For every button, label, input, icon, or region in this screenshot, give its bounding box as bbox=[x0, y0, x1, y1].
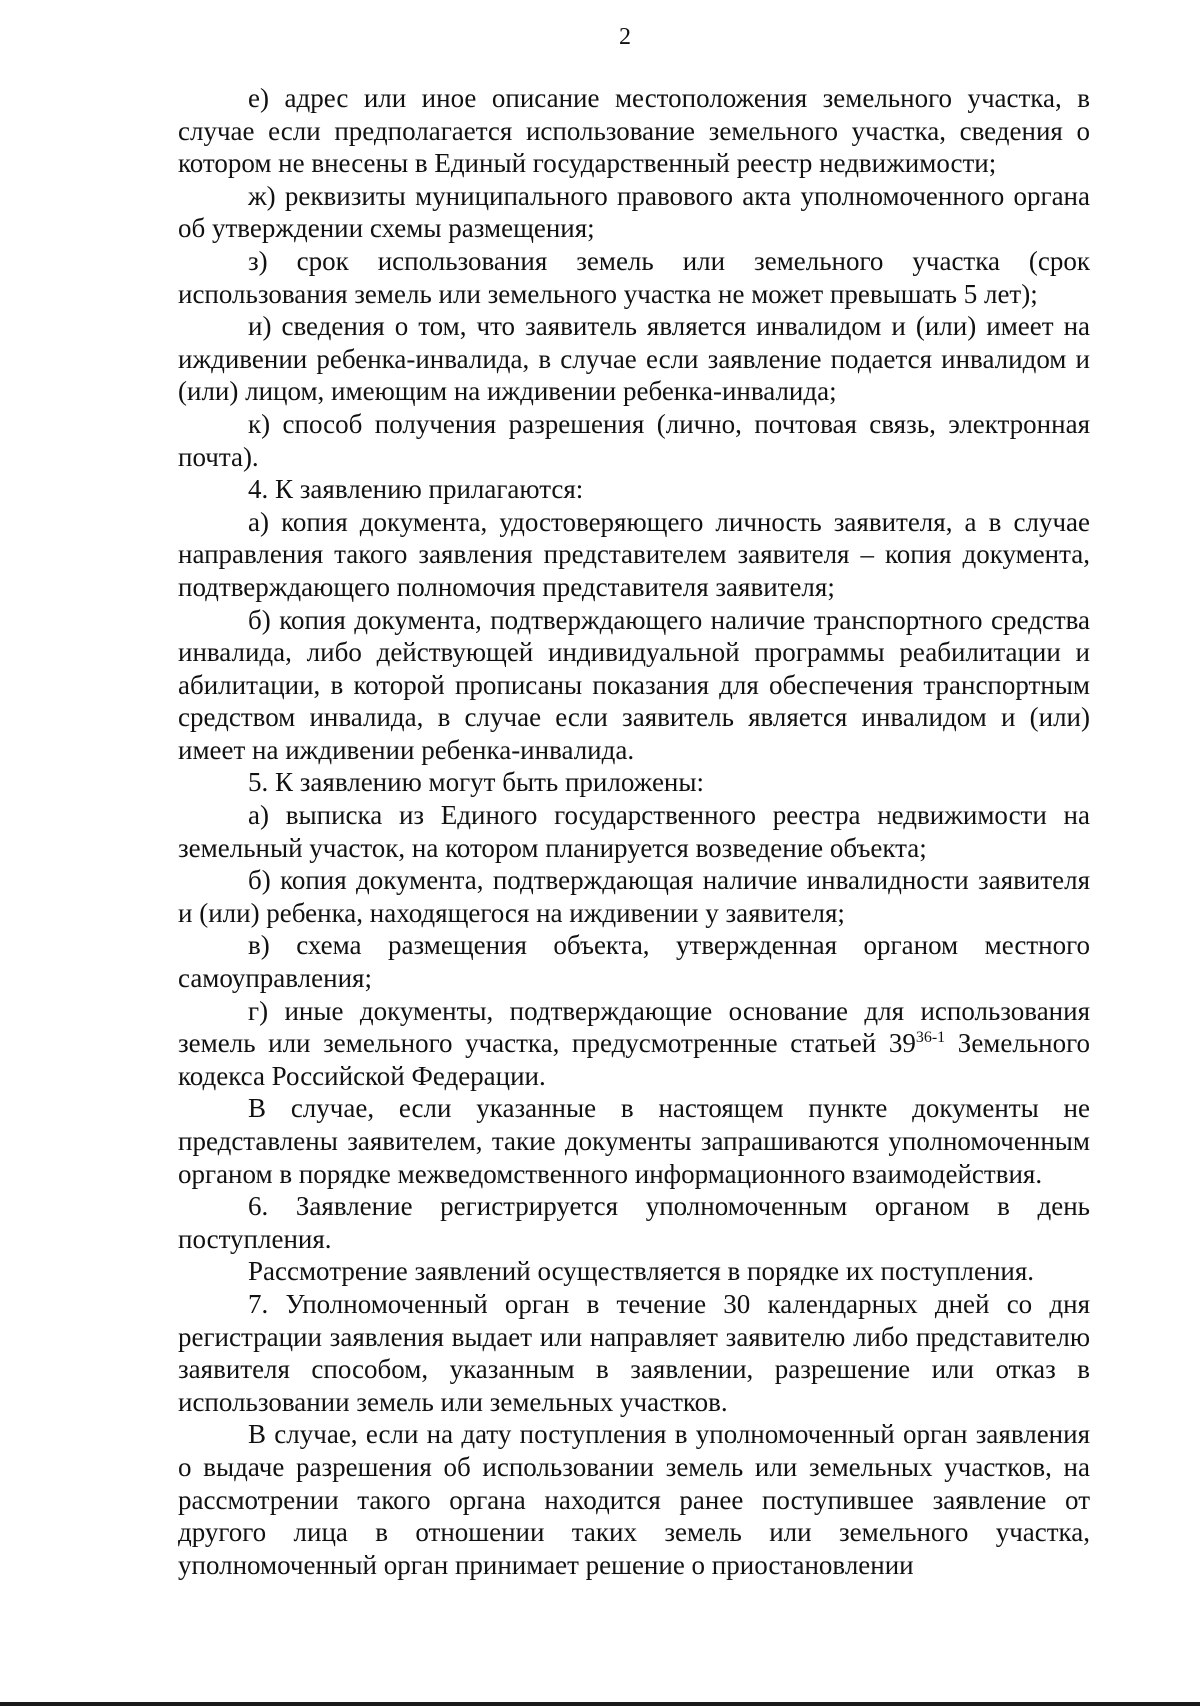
paragraph-item-5b: б) копия документа, подтверждающая наличие инвалидности заявителя и (или) ребенка, находящегося на иждивении у заявителя; bbox=[178, 865, 1090, 928]
paragraph-item-4b: б) копия документа, подтверждающего наличие транспортного средства инвалида, либо действующей индивидуальной программы реабилитации и абилитации, в которой прописаны показания для обеспечения транспортным средством инвалида, в случае если заявитель является инвалидом и (или) имеет на иждивении ребенка-инвалида. bbox=[178, 604, 1090, 765]
paragraph-item-z: з) срок использования земель или земельного участка (срок использования земель или земельного участка не может превышать 5 лет); bbox=[178, 245, 1090, 309]
article-superscript: 36-1 bbox=[915, 1029, 946, 1047]
paragraph-item-5g bbox=[178, 995, 1090, 1093]
page-number: 2 bbox=[619, 24, 631, 50]
paragraph-item-4a: а) копия документа, удостоверяющего личность заявителя, а в случае направления такого заявления представителем заявителя – копия документа, подтверждающего полномочия представителя заявителя; bbox=[178, 506, 1090, 602]
paragraph-section-6-review: Рассмотрение заявлений осуществляется в порядке их поступления. bbox=[248, 1256, 1035, 1287]
paragraph-section-5: 5. К заявлению могут быть приложены: bbox=[248, 767, 705, 798]
paragraph-item-5g-start: г) иные документы, подтверждающие основание для использования земель или земельного участка, предусмотренные статьей 39 bbox=[178, 995, 1090, 1059]
paragraph-item-5a: а) выписка из Единого государственного реестра недвижимости на земельный участок, на котором планируется возведение объекта; bbox=[178, 800, 1090, 863]
scan-bottom-edge bbox=[0, 1702, 1200, 1706]
paragraph-item-i: и) сведения о том, что заявитель является инвалидом и (или) имеет на иждивении ребенка-инвалида, в случае если заявление подается инвалидом и (или) лицом, имеющим на иждивении ребенка-инвалида; bbox=[178, 311, 1090, 407]
paragraph-section-4: 4. К заявлению прилагаются: bbox=[248, 474, 584, 505]
paragraph-section-7: 7. Уполномоченный орган в течение 30 календарных дней со дня регистрации заявления выдает или направляет заявителю либо представителю заявителя способом, указанным в заявлении, разрешение или отказ в использовании земель или земельных участков. bbox=[178, 1288, 1090, 1417]
paragraph-item-k: к) способ получения разрешения (лично, почтовая связь, электронная почта). bbox=[178, 408, 1090, 472]
paragraph-section-5-case: В случае, если указанные в настоящем пункте документы не представлены заявителем, такие документы запрашиваются уполномоченным органом в порядке межведомственного информационного взаимодействия. bbox=[178, 1093, 1090, 1189]
paragraph-item-5v: в) схема размещения объекта, утвержденная органом местного самоуправления; bbox=[178, 930, 1090, 994]
paragraph-section-7-case: В случае, если на дату поступления в уполномоченный орган заявления о выдаче разрешения об использовании земель или земельных участков, на рассмотрении такого органа находится ранее поступившее заявление от другого лица в отношении таких земель или земельного участка, уполномоченный орган принимает решение о приостановлении bbox=[178, 1419, 1090, 1580]
paragraph-item-zh: ж) реквизиты муниципального правового акта уполномоченного органа об утверждении схемы размещения; bbox=[178, 180, 1090, 244]
paragraph-item-e: е) адрес или иное описание местоположения земельного участка, в случае если предполагается использование земельного участка, сведения о котором не внесены в Единый государственный реестр недвижимости; bbox=[178, 83, 1090, 179]
paragraph-section-6: 6. Заявление регистрируется уполномоченным органом в день поступления. bbox=[178, 1191, 1090, 1254]
document-body bbox=[178, 82, 1090, 1581]
paragraph-item-5g-end: Земельного кодекса Российской Федерации. bbox=[178, 1028, 1091, 1091]
